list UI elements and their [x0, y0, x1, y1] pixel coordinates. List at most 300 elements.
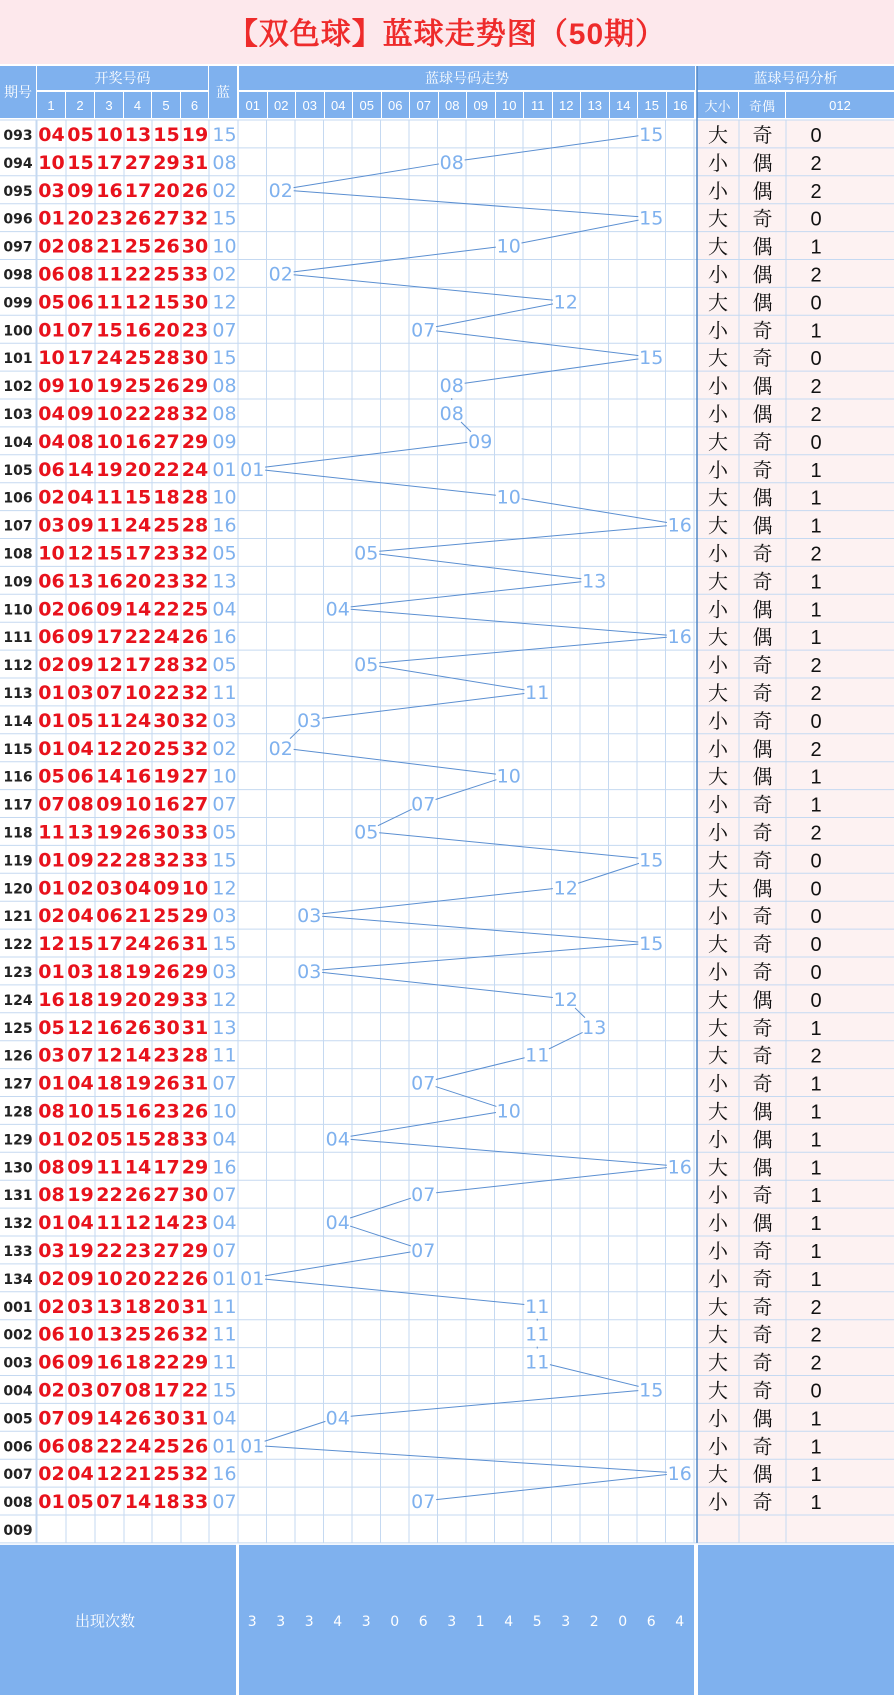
size-value: 大 — [708, 1352, 728, 1375]
parity-value: 奇 — [752, 1045, 773, 1068]
draw-col-6: 6 — [181, 92, 208, 118]
size-value: 小 — [708, 180, 728, 203]
red-ball-number: 06 — [67, 598, 94, 621]
trend-point: 10 — [496, 486, 521, 509]
red-ball-number: 14 — [124, 1156, 152, 1179]
period-number: 095 — [3, 183, 33, 200]
size-value: 大 — [708, 431, 728, 454]
red-ball-number: 14 — [153, 1212, 180, 1235]
red-ball-number: 06 — [38, 263, 65, 286]
red-ball-number: 28 — [153, 654, 180, 677]
mod3-value: 1 — [810, 1492, 822, 1515]
trend-col-02: 02 — [268, 92, 296, 118]
red-ball-number: 07 — [96, 1491, 123, 1514]
trend-point: 10 — [496, 765, 521, 788]
occurrence-count: 6 — [418, 1613, 428, 1630]
red-ball-number: 24 — [153, 626, 180, 649]
period-number: 004 — [3, 1383, 33, 1400]
red-ball-number: 01 — [38, 681, 65, 704]
trend-point: 16 — [667, 626, 692, 649]
trend-col-07: 07 — [410, 92, 438, 118]
period-number: 132 — [3, 1216, 33, 1233]
red-ball-number: 15 — [96, 1100, 123, 1123]
red-ball-number: 26 — [124, 207, 152, 230]
red-ball-number: 01 — [38, 737, 65, 760]
size-value: 小 — [708, 1240, 728, 1263]
red-ball-number: 21 — [124, 905, 152, 928]
red-ball-number: 06 — [38, 458, 65, 481]
mod3-value: 2 — [810, 376, 822, 399]
red-ball-number: 16 — [124, 430, 152, 453]
red-ball-number: 06 — [38, 570, 65, 593]
size-value: 小 — [708, 822, 728, 845]
red-ball-number: 01 — [38, 877, 65, 900]
red-ball-number: 23 — [153, 542, 180, 565]
red-ball-number: 06 — [96, 905, 123, 928]
parity-value: 偶 — [752, 152, 773, 175]
red-ball-number: 28 — [181, 486, 209, 509]
red-ball-number: 24 — [181, 458, 209, 481]
period-number: 124 — [3, 992, 33, 1009]
parity-value: 偶 — [752, 292, 773, 315]
mod3-value: 1 — [810, 1240, 822, 1263]
mod3-value: 2 — [810, 655, 822, 678]
red-ball-number: 19 — [96, 988, 123, 1011]
red-ball-number: 29 — [181, 1156, 209, 1179]
trend-point: 01 — [240, 1435, 265, 1458]
parity-value: 偶 — [752, 515, 773, 538]
red-ball-number: 17 — [96, 151, 123, 174]
red-ball-number: 09 — [67, 1156, 94, 1179]
red-ball-number: 07 — [96, 1379, 123, 1402]
red-ball-number: 31 — [181, 1407, 209, 1430]
blue-ball-number: 12 — [212, 877, 237, 900]
parity-value: 奇 — [752, 1492, 773, 1515]
red-ball-number: 23 — [153, 1044, 180, 1067]
size-value: 小 — [708, 1408, 728, 1431]
parity-value: 奇 — [752, 1268, 773, 1291]
period-number: 093 — [3, 127, 33, 144]
red-ball-number: 08 — [67, 793, 94, 816]
red-ball-number: 29 — [181, 905, 209, 928]
red-ball-number: 17 — [153, 1379, 180, 1402]
period-number: 103 — [3, 406, 33, 423]
red-ball-number: 24 — [124, 1435, 152, 1458]
red-ball-number: 01 — [38, 1491, 65, 1514]
red-ball-number: 31 — [181, 1072, 209, 1095]
red-ball-number: 14 — [96, 1407, 123, 1430]
red-ball-number: 01 — [38, 1072, 65, 1095]
red-ball-number: 10 — [96, 123, 123, 146]
red-ball-number: 11 — [96, 1212, 123, 1235]
size-value: 小 — [708, 1129, 728, 1152]
red-ball-number: 25 — [153, 1463, 180, 1486]
mod3-value: 1 — [810, 1213, 822, 1236]
trend-point: 07 — [411, 793, 436, 816]
red-ball-number: 10 — [96, 430, 123, 453]
blue-ball-number: 12 — [212, 988, 237, 1011]
red-ball-number: 32 — [181, 737, 209, 760]
red-ball-number: 14 — [124, 1044, 152, 1067]
trend-point: 01 — [240, 1267, 265, 1290]
draw-col-3: 3 — [95, 92, 123, 118]
period-number: 100 — [3, 323, 33, 340]
parity-value: 偶 — [752, 1129, 773, 1152]
size-col-header: 大小 — [697, 92, 738, 118]
red-ball-number: 19 — [181, 123, 209, 146]
period-number: 130 — [3, 1160, 33, 1177]
blue-ball-number: 11 — [212, 1323, 237, 1346]
period-number: 119 — [3, 853, 33, 870]
red-ball-number: 32 — [181, 681, 209, 704]
red-ball-number: 20 — [124, 570, 152, 593]
blue-ball-number: 13 — [212, 570, 237, 593]
trend-point: 11 — [525, 1323, 550, 1346]
red-ball-number: 03 — [38, 179, 65, 202]
blue-ball-number: 07 — [212, 793, 237, 816]
red-ball-number: 10 — [96, 402, 123, 425]
red-ball-number: 25 — [124, 1323, 152, 1346]
blue-ball-number: 03 — [212, 960, 237, 983]
occurrence-count: 4 — [504, 1613, 514, 1630]
blue-ball-number: 11 — [212, 1351, 237, 1374]
red-ball-number: 04 — [67, 905, 94, 928]
trend-col-01: 01 — [239, 92, 267, 118]
mod3-value: 1 — [810, 1268, 822, 1291]
red-ball-number: 19 — [96, 375, 123, 398]
size-value: 小 — [708, 1268, 728, 1291]
red-ball-number: 26 — [153, 933, 180, 956]
red-ball-number: 09 — [67, 402, 94, 425]
trend-point: 03 — [297, 709, 322, 732]
period-number: 116 — [3, 769, 33, 786]
period-number: 110 — [3, 602, 33, 619]
red-ball-number: 10 — [38, 151, 65, 174]
parity-value: 偶 — [752, 1157, 773, 1180]
parity-value: 偶 — [752, 766, 773, 789]
period-number: 108 — [3, 546, 33, 563]
parity-value: 奇 — [752, 1380, 773, 1403]
red-ball-number: 08 — [67, 263, 94, 286]
red-ball-number: 19 — [124, 1072, 152, 1095]
red-ball-number: 10 — [38, 542, 65, 565]
red-ball-number: 01 — [38, 1212, 65, 1235]
size-value: 小 — [708, 152, 728, 175]
red-ball-number: 16 — [38, 988, 65, 1011]
red-ball-number: 10 — [67, 1323, 94, 1346]
trend-point: 15 — [639, 207, 664, 230]
period-number: 107 — [3, 518, 33, 535]
red-ball-number: 18 — [124, 1295, 152, 1318]
trend-col-11: 11 — [524, 92, 552, 118]
red-ball-number: 29 — [181, 430, 209, 453]
period-number: 126 — [3, 1048, 33, 1065]
trend-header: 蓝球号码走势 — [239, 66, 695, 90]
mod3-value: 1 — [810, 1408, 822, 1431]
mod3-value: 0 — [810, 348, 822, 371]
trend-point: 04 — [325, 1128, 350, 1151]
trend-point: 13 — [582, 1016, 607, 1039]
blue-ball-number: 12 — [212, 291, 237, 314]
red-ball-number: 01 — [38, 849, 65, 872]
red-ball-number: 05 — [67, 123, 94, 146]
red-ball-number: 02 — [38, 1379, 65, 1402]
mod3-value: 2 — [810, 264, 822, 287]
red-ball-number: 09 — [67, 179, 94, 202]
size-value: 大 — [708, 487, 728, 510]
red-ball-number: 10 — [124, 681, 152, 704]
occurrence-count: 3 — [276, 1613, 286, 1630]
mod3-value: 0 — [810, 961, 822, 984]
red-ball-number: 06 — [38, 1323, 65, 1346]
occurrence-count: 3 — [247, 1613, 257, 1630]
parity-value: 奇 — [752, 1017, 773, 1040]
blue-ball-number: 10 — [212, 486, 237, 509]
trend-point: 07 — [411, 1184, 436, 1207]
red-ball-number: 01 — [38, 709, 65, 732]
period-number: 117 — [3, 797, 33, 814]
blue-ball-number: 13 — [212, 1016, 237, 1039]
red-ball-number: 32 — [181, 207, 209, 230]
trend-point: 07 — [411, 319, 436, 342]
trend-point: 11 — [525, 1351, 550, 1374]
size-value: 大 — [708, 766, 728, 789]
red-ball-number: 14 — [67, 458, 94, 481]
parity-value: 奇 — [752, 934, 773, 957]
parity-value: 奇 — [752, 1073, 773, 1096]
red-ball-number: 15 — [67, 933, 94, 956]
red-ball-number: 30 — [153, 1407, 180, 1430]
mod3-value: 2 — [810, 543, 822, 566]
red-ball-number: 31 — [181, 151, 209, 174]
red-ball-number: 01 — [38, 207, 65, 230]
size-value: 大 — [708, 1017, 728, 1040]
red-ball-number: 12 — [67, 542, 94, 565]
red-ball-number: 21 — [124, 1463, 152, 1486]
period-number: 102 — [3, 379, 33, 396]
blue-ball-number: 11 — [212, 1044, 237, 1067]
blue-ball-number: 16 — [212, 1156, 237, 1179]
mod3-value: 0 — [810, 208, 822, 231]
blue-ball-number: 02 — [212, 179, 237, 202]
red-ball-number: 25 — [124, 375, 152, 398]
parity-value: 偶 — [752, 487, 773, 510]
red-ball-number: 14 — [96, 765, 123, 788]
parity-value: 奇 — [752, 1352, 773, 1375]
trend-col-05: 05 — [353, 92, 381, 118]
red-ball-number: 01 — [38, 960, 65, 983]
period-number: 118 — [3, 825, 33, 842]
size-value: 大 — [708, 348, 728, 371]
mod3-value: 2 — [810, 1352, 822, 1375]
size-value: 大 — [708, 1380, 728, 1403]
red-ball-number: 32 — [181, 402, 209, 425]
parity-value: 奇 — [752, 348, 773, 371]
mod3-value: 0 — [810, 431, 822, 454]
red-ball-number: 26 — [181, 179, 209, 202]
parity-value: 偶 — [752, 180, 773, 203]
period-number: 112 — [3, 658, 33, 675]
trend-point: 02 — [268, 263, 293, 286]
period-number: 133 — [3, 1243, 33, 1260]
red-ball-number: 31 — [181, 1016, 209, 1039]
red-ball-number: 05 — [38, 765, 65, 788]
trend-col-12: 12 — [553, 92, 581, 118]
trend-point: 05 — [354, 654, 379, 677]
red-ball-number: 09 — [67, 1267, 94, 1290]
period-number: 131 — [3, 1188, 33, 1205]
red-ball-number: 13 — [67, 821, 94, 844]
red-ball-number: 09 — [67, 514, 94, 537]
red-ball-number: 33 — [181, 1491, 209, 1514]
parity-value: 奇 — [752, 124, 773, 147]
red-ball-number: 32 — [181, 1323, 209, 1346]
parity-value: 偶 — [752, 1408, 773, 1431]
trend-point: 08 — [439, 375, 464, 398]
red-ball-number: 05 — [38, 1016, 65, 1039]
red-ball-number: 33 — [181, 849, 209, 872]
red-ball-number: 07 — [67, 1044, 94, 1067]
parity-value: 奇 — [752, 822, 773, 845]
red-ball-number: 29 — [181, 1239, 209, 1262]
red-ball-number: 12 — [96, 654, 123, 677]
period-number: 006 — [3, 1439, 33, 1456]
blue-ball-number: 01 — [212, 1435, 237, 1458]
red-ball-number: 02 — [38, 235, 65, 258]
red-ball-number: 20 — [153, 1295, 180, 1318]
red-ball-number: 22 — [153, 598, 180, 621]
red-ball-number: 22 — [124, 402, 152, 425]
red-ball-number: 22 — [153, 458, 180, 481]
red-ball-number: 09 — [38, 375, 65, 398]
size-value: 大 — [708, 878, 728, 901]
red-ball-number: 27 — [181, 793, 209, 816]
red-ball-number: 11 — [96, 263, 123, 286]
red-ball-number: 18 — [96, 960, 123, 983]
red-ball-number: 26 — [181, 1267, 209, 1290]
blue-ball-header: 蓝 — [209, 66, 237, 118]
size-value: 大 — [708, 1296, 728, 1319]
mod3-value: 0 — [810, 710, 822, 733]
occurrence-count: 5 — [532, 1613, 542, 1630]
red-ball-number: 31 — [181, 933, 209, 956]
trend-point: 07 — [411, 1491, 436, 1514]
red-ball-number: 25 — [153, 737, 180, 760]
red-ball-number: 26 — [153, 1323, 180, 1346]
red-ball-number: 08 — [38, 1156, 65, 1179]
blue-ball-number: 01 — [212, 458, 237, 481]
occurrence-count: 3 — [561, 1613, 571, 1630]
red-ball-number: 25 — [153, 905, 180, 928]
size-value: 大 — [708, 989, 728, 1012]
mod3-value: 2 — [810, 1324, 822, 1347]
parity-value: 偶 — [752, 1101, 773, 1124]
size-value: 小 — [708, 599, 728, 622]
red-ball-number: 20 — [153, 319, 180, 342]
blue-ball-number: 05 — [212, 654, 237, 677]
parity-value: 奇 — [752, 655, 773, 678]
red-ball-number: 28 — [124, 849, 152, 872]
red-ball-number: 25 — [153, 1435, 180, 1458]
size-value: 小 — [708, 1436, 728, 1459]
trend-point: 12 — [553, 988, 578, 1011]
size-value: 大 — [708, 292, 728, 315]
size-value: 大 — [708, 1101, 728, 1124]
red-ball-number: 06 — [38, 1435, 65, 1458]
red-ball-number: 02 — [67, 1128, 94, 1151]
blue-ball-number: 16 — [212, 1463, 237, 1486]
red-ball-number: 03 — [67, 681, 94, 704]
red-ball-number: 11 — [96, 709, 123, 732]
red-ball-number: 15 — [96, 542, 123, 565]
parity-value: 奇 — [752, 1240, 773, 1263]
analysis-header: 蓝球号码分析 — [697, 66, 894, 90]
red-ball-number: 09 — [67, 626, 94, 649]
red-ball-number: 08 — [38, 1184, 65, 1207]
red-ball-number: 22 — [124, 626, 152, 649]
red-ball-number: 14 — [124, 598, 152, 621]
period-number: 003 — [3, 1355, 33, 1372]
red-ball-number: 15 — [96, 319, 123, 342]
parity-value: 奇 — [752, 459, 773, 482]
blue-ball-number: 03 — [212, 709, 237, 732]
mod3-value: 1 — [810, 1073, 822, 1096]
mod3-value: 1 — [810, 794, 822, 817]
period-number: 122 — [3, 937, 33, 954]
red-ball-number: 10 — [38, 347, 65, 370]
red-ball-number: 28 — [153, 402, 180, 425]
red-ball-number: 01 — [38, 1128, 65, 1151]
trend-point: 10 — [496, 1100, 521, 1123]
red-ball-number: 09 — [153, 877, 180, 900]
red-ball-number: 06 — [38, 626, 65, 649]
mod3-value: 1 — [810, 627, 822, 650]
red-ball-number: 15 — [124, 486, 152, 509]
red-ball-number: 28 — [181, 514, 209, 537]
blue-ball-number: 04 — [212, 1407, 237, 1430]
red-ball-number: 16 — [96, 1351, 123, 1374]
red-ball-number: 12 — [96, 1463, 123, 1486]
red-ball-number: 27 — [153, 1184, 180, 1207]
size-value: 大 — [708, 208, 728, 231]
red-ball-number: 26 — [153, 960, 180, 983]
red-ball-number: 06 — [67, 291, 94, 314]
trend-point: 05 — [354, 542, 379, 565]
parity-value: 奇 — [752, 850, 773, 873]
blue-ball-number: 16 — [212, 626, 237, 649]
mod3-value: 0 — [810, 850, 822, 873]
period-number: 007 — [3, 1467, 33, 1484]
period-number: 121 — [3, 909, 33, 926]
next-period-number: 009 — [3, 1522, 33, 1539]
red-ball-number: 28 — [153, 1128, 180, 1151]
red-ball-number: 33 — [181, 988, 209, 1011]
mod3-value: 0 — [810, 878, 822, 901]
red-ball-number: 24 — [96, 347, 123, 370]
red-ball-number: 18 — [153, 1491, 180, 1514]
size-value: 小 — [708, 459, 728, 482]
footer-label: 出现次数 — [74, 1612, 136, 1630]
red-ball-number: 03 — [38, 514, 65, 537]
red-ball-number: 10 — [67, 1100, 94, 1123]
mod3-value: 0 — [810, 934, 822, 957]
mod3-value: 2 — [810, 403, 822, 426]
draw-numbers-header: 开奖号码 — [37, 66, 208, 90]
red-ball-number: 09 — [67, 849, 94, 872]
trend-point: 15 — [639, 1379, 664, 1402]
red-ball-number: 17 — [96, 626, 123, 649]
red-ball-number: 04 — [38, 430, 65, 453]
